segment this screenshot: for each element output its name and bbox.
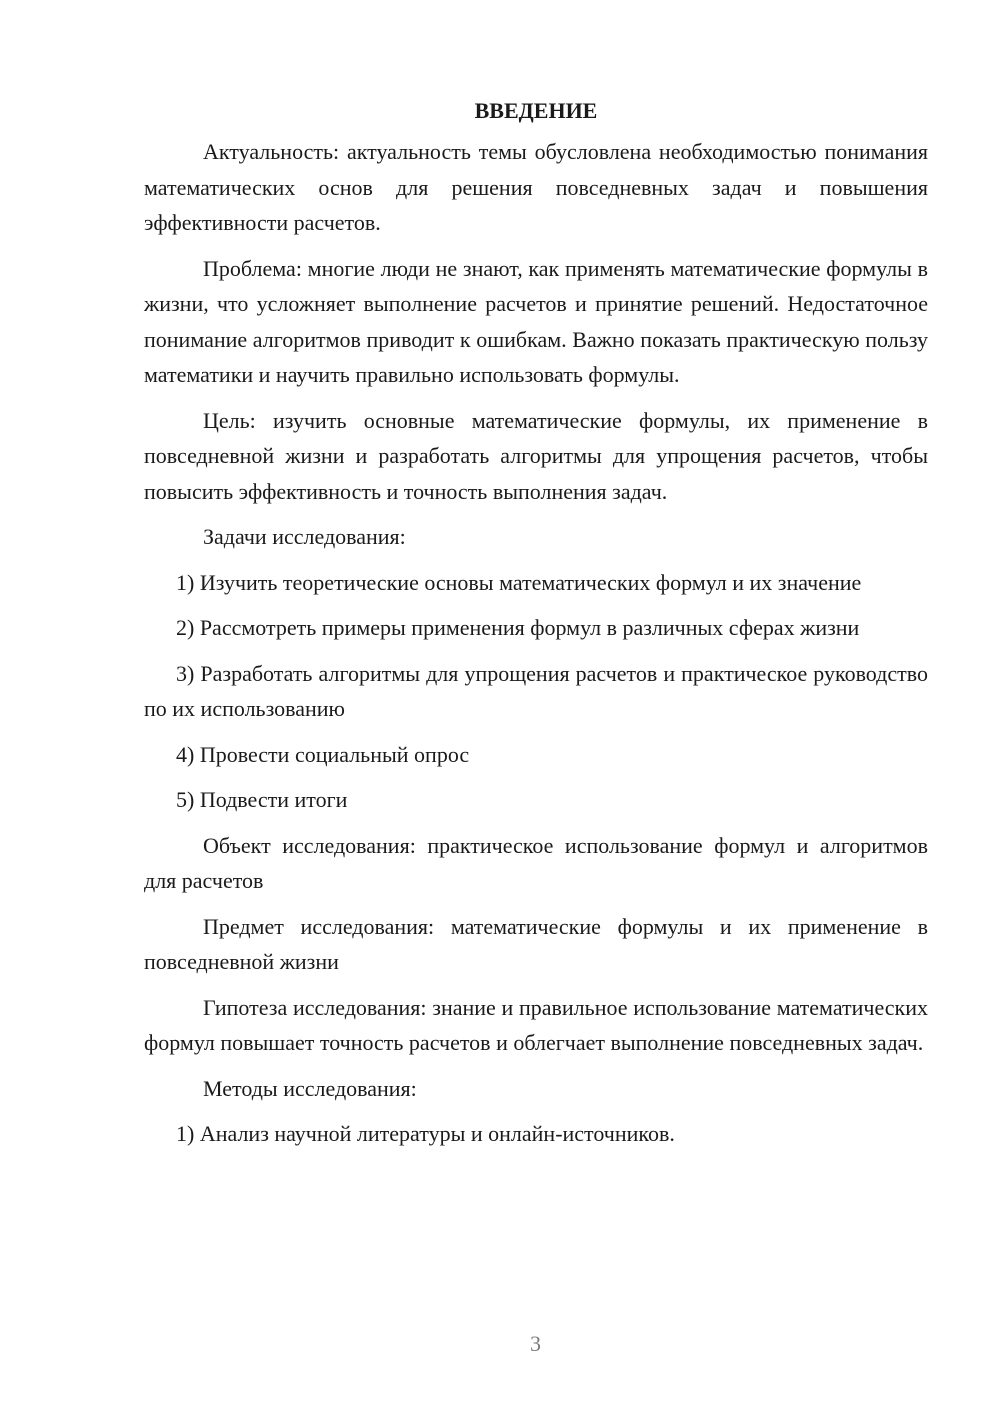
object-paragraph: Объект исследования: практическое использование формул и алгоритмов для расчетов [144, 832, 928, 893]
document-page [144, 96, 928, 1162]
task-item-4: 4) Провести социальный опрос [176, 741, 470, 767]
goal-paragraph: Цель: изучить основные математические формулы, их применение в повседневной жизни и разработать алгоритмы для упрощения расчетов, чтобы повысить эффективность и точность выполнения задач. [144, 407, 928, 504]
method-item-1: 1) Анализ научной литературы и онлайн-источников. [176, 1121, 675, 1146]
tasks-heading: Задачи исследования: [203, 524, 406, 549]
task-item-2: 2) Рассмотреть примеры применения формул в различных сферах жизни [176, 615, 860, 640]
page-number: 3 [530, 1331, 541, 1356]
problem-paragraph: Проблема: многие люди не знают, как применять математические формулы в жизни, что усложняет выполнение расчетов и принятие решений. Недостаточное понимание алгоритмов приводит к ошибкам. Важно показать практическую пользу математики и научить правильно использовать формулы. [144, 255, 928, 387]
methods-heading: Методы исследования: [203, 1075, 417, 1101]
task-item-1: 1) Изучить теоретические основы математических формул и их значение [176, 569, 862, 595]
relevance-paragraph: Актуальность: актуальность темы обусловлена необходимостью понимания математических основ для решения повседневных задач и повышения эффективности расчетов. [144, 139, 928, 235]
task-item-3: 3) Разработать алгоритмы для упрощения расчетов и практическое руководство по их использованию [144, 660, 928, 721]
subject-paragraph: Предмет исследования: математические формулы и их применение в повседневной жизни [144, 913, 928, 974]
hypothesis-paragraph: Гипотеза исследования: знание и правильное использование математических формул повышает точность расчетов и облегчает выполнение повседневных задач. [144, 994, 928, 1055]
task-item-5: 5) Подвести итоги [176, 787, 348, 812]
page-title: ВВЕДЕНИЕ [474, 98, 598, 123]
